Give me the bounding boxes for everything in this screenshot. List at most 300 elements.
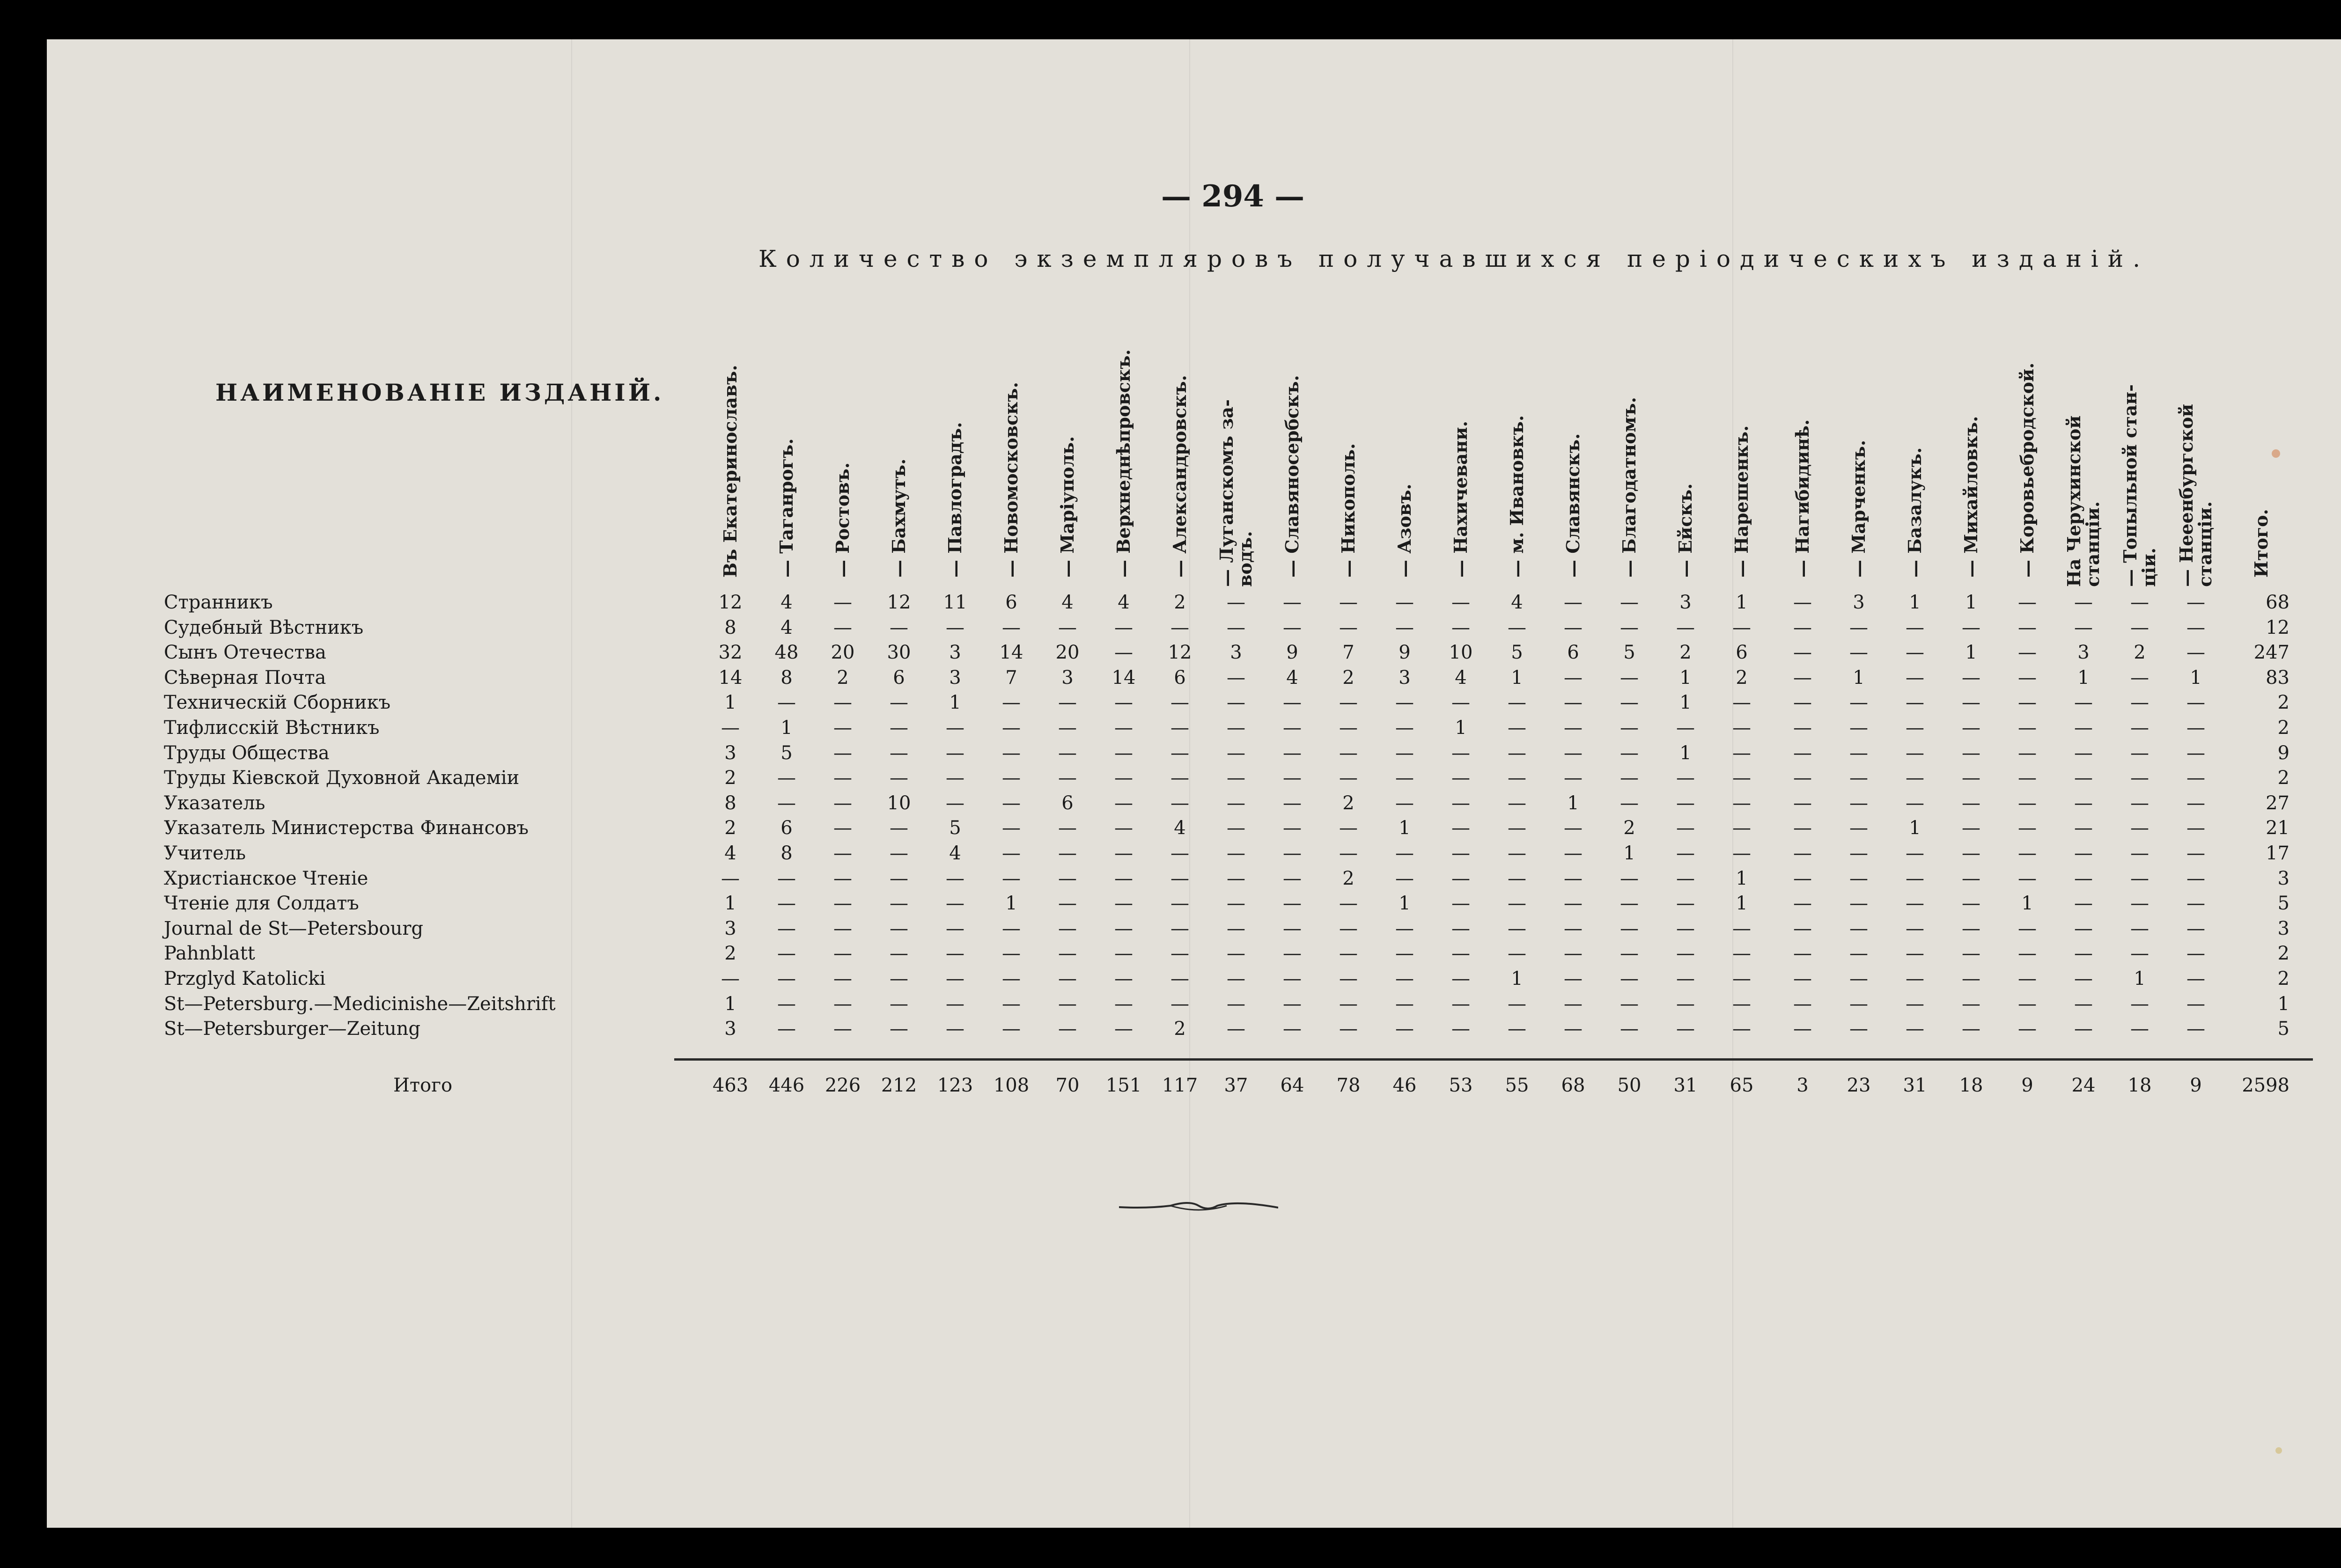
table-cell: — xyxy=(1620,692,1639,714)
table-cell: — xyxy=(777,893,796,915)
table-cell: 10 xyxy=(1449,642,1473,664)
table-row xyxy=(47,817,2341,843)
total-divider xyxy=(674,1058,2313,1061)
table-cell: — xyxy=(1732,968,1751,989)
table-cell: — xyxy=(2130,843,2149,864)
table-cell: 1 xyxy=(724,692,736,714)
column-header-label: Въ Екатеринославъ. xyxy=(720,365,741,578)
table-cell: — xyxy=(1732,1018,1751,1040)
table-cell: — xyxy=(1793,968,1812,989)
table-cell: — xyxy=(2018,1018,2037,1040)
table-cell: — xyxy=(2074,616,2093,638)
row-total-cell: 2 xyxy=(2277,767,2289,789)
table-cell: 2 xyxy=(2134,642,2146,664)
table-cell: — xyxy=(946,742,964,764)
table-cell: — xyxy=(1962,616,1980,638)
table-cell: — xyxy=(1058,993,1077,1015)
table-cell: — xyxy=(1849,1018,1868,1040)
table-cell: — xyxy=(1962,742,1980,764)
table-cell: — xyxy=(1793,592,1812,613)
table-cell: — xyxy=(1227,767,1245,789)
table-cell: 1 xyxy=(1005,893,1017,915)
table-cell: — xyxy=(1395,917,1414,939)
table-cell: — xyxy=(946,943,964,965)
table-cell: 1 xyxy=(1511,968,1523,989)
table-cell: — xyxy=(890,717,908,739)
table-cell: — xyxy=(946,867,964,889)
table-cell: — xyxy=(1170,717,1189,739)
table-cell: — xyxy=(1508,717,1526,739)
table-cell: — xyxy=(1170,993,1189,1015)
table-cell: — xyxy=(1620,893,1639,915)
table-cell: — xyxy=(2186,867,2205,889)
table-cell: — xyxy=(1676,1018,1695,1040)
table-cell: — xyxy=(2074,692,2093,714)
table-cell: — xyxy=(946,616,964,638)
table-row xyxy=(47,717,2341,743)
table-cell: 3 xyxy=(1061,667,1074,689)
table-cell: — xyxy=(2018,867,2037,889)
table-cell: — xyxy=(1227,616,1245,638)
column-header-label: — Никополь. xyxy=(1338,443,1359,578)
table-cell: — xyxy=(1114,642,1133,664)
table-cell: — xyxy=(1793,692,1812,714)
table-cell: — xyxy=(1058,867,1077,889)
table-cell: — xyxy=(721,968,740,989)
column-header-label: — Славяносербскъ. xyxy=(1281,375,1303,578)
table-cell: — xyxy=(1395,993,1414,1015)
row-name: Pahnblatt xyxy=(164,943,255,965)
table-cell: — xyxy=(1114,792,1133,814)
table-cell: 4 xyxy=(1286,667,1298,689)
table-cell: — xyxy=(1058,1018,1077,1040)
column-header-label: — Нееенбургской станціи. xyxy=(2176,403,2216,587)
table-cell: 8 xyxy=(724,792,736,814)
total-cell: 18 xyxy=(1959,1075,1983,1096)
table-cell: — xyxy=(1451,893,1470,915)
table-cell: — xyxy=(2130,667,2149,689)
table-cell: 4 xyxy=(780,592,793,613)
table-cell: 4 xyxy=(1061,592,1074,613)
table-cell: — xyxy=(1508,616,1526,638)
table-cell: — xyxy=(946,717,964,739)
table-cell: — xyxy=(1906,867,1924,889)
table-cell: — xyxy=(1114,616,1133,638)
table-cell: — xyxy=(1339,616,1358,638)
table-cell: — xyxy=(2018,642,2037,664)
table-cell: — xyxy=(1732,717,1751,739)
table-cell: — xyxy=(1283,893,1302,915)
column-header-label: — Верхнеднѣпровскъ. xyxy=(1113,349,1134,578)
table-cell: — xyxy=(946,1018,964,1040)
table-cell: 1 xyxy=(1736,867,1748,889)
row-name: Journal de St—Petersbourg xyxy=(164,917,423,939)
row-total-cell: 247 xyxy=(2253,642,2289,664)
table-cell: — xyxy=(1114,767,1133,789)
table-cell: — xyxy=(1227,968,1245,989)
table-cell: 8 xyxy=(724,616,736,638)
table-cell: 1 xyxy=(949,692,961,714)
table-row xyxy=(47,943,2341,968)
total-row xyxy=(47,1075,2341,1103)
table-cell: — xyxy=(1283,767,1302,789)
table-cell: — xyxy=(1962,667,1980,689)
table-cell: — xyxy=(1002,917,1021,939)
table-cell: — xyxy=(1451,867,1470,889)
table-cell: — xyxy=(1793,792,1812,814)
table-cell: — xyxy=(1564,867,1583,889)
table-cell: — xyxy=(1170,742,1189,764)
table-cell: — xyxy=(1395,843,1414,864)
table-cell: 1 xyxy=(1679,667,1692,689)
table-cell: — xyxy=(1339,893,1358,915)
table-cell: — xyxy=(1849,893,1868,915)
table-cell: — xyxy=(833,592,852,613)
column-header-label: — Таганрогъ. xyxy=(776,438,797,578)
table-cell: — xyxy=(2186,717,2205,739)
table-cell: 14 xyxy=(999,642,1023,664)
column-header-label: — Бахмутъ. xyxy=(888,458,910,578)
table-cell: 3 xyxy=(724,742,736,764)
table-cell: — xyxy=(1962,917,1980,939)
table-cell: — xyxy=(1620,667,1639,689)
row-name: Техническій Сборникъ xyxy=(164,692,391,714)
table-cell: — xyxy=(2074,943,2093,965)
table-cell: — xyxy=(1058,968,1077,989)
total-cell: 226 xyxy=(825,1075,861,1096)
table-cell: — xyxy=(1002,767,1021,789)
table-cell: — xyxy=(721,717,740,739)
total-cell: 31 xyxy=(1673,1075,1698,1096)
row-total-cell: 2 xyxy=(2277,943,2289,965)
table-cell: — xyxy=(1620,792,1639,814)
grand-total-cell: 2598 xyxy=(2242,1075,2289,1096)
total-cell: 9 xyxy=(2190,1075,2202,1096)
table-cell: 1 xyxy=(1399,817,1411,839)
table-cell: — xyxy=(2130,742,2149,764)
table-cell: — xyxy=(1058,767,1077,789)
table-cell: — xyxy=(1906,993,1924,1015)
table-cell: — xyxy=(1849,968,1868,989)
table-cell: 5 xyxy=(780,742,793,764)
table-cell: — xyxy=(1620,767,1639,789)
table-cell: — xyxy=(2074,1018,2093,1040)
table-cell: — xyxy=(1451,993,1470,1015)
table-cell: — xyxy=(2130,717,2149,739)
table-cell: — xyxy=(1793,943,1812,965)
table-cell: — xyxy=(2074,917,2093,939)
table-cell: — xyxy=(1227,993,1245,1015)
table-cell: — xyxy=(1962,843,1980,864)
table-cell: — xyxy=(946,893,964,915)
row-name: Сынъ Отечества xyxy=(164,642,326,664)
table-cell: — xyxy=(1227,667,1245,689)
table-cell: — xyxy=(1451,943,1470,965)
table-cell: 6 xyxy=(1174,667,1186,689)
row-name: Странникъ xyxy=(164,592,273,613)
table-cell: — xyxy=(1508,742,1526,764)
row-name: Указатель xyxy=(164,792,265,814)
table-cell: — xyxy=(1793,642,1812,664)
table-cell: — xyxy=(1620,968,1639,989)
table-cell: — xyxy=(2018,767,2037,789)
table-cell: — xyxy=(1676,616,1695,638)
table-cell: — xyxy=(1451,767,1470,789)
table-cell: — xyxy=(2186,817,2205,839)
table-cell: — xyxy=(1962,767,1980,789)
total-cell: 151 xyxy=(1105,1075,1142,1096)
table-cell: 3 xyxy=(949,642,961,664)
table-cell: — xyxy=(1508,1018,1526,1040)
table-row xyxy=(47,667,2341,693)
table-cell: 4 xyxy=(949,843,961,864)
table-cell: — xyxy=(2186,968,2205,989)
column-header-label: — Новомосковскъ. xyxy=(1001,382,1022,578)
table-cell: — xyxy=(1620,1018,1639,1040)
table-cell: — xyxy=(1732,843,1751,864)
row-name: Христіанское Чтеніе xyxy=(164,867,368,889)
table-cell: 2 xyxy=(1174,592,1186,613)
total-cell: 53 xyxy=(1449,1075,1473,1096)
table-cell: — xyxy=(1339,943,1358,965)
table-cell: — xyxy=(1339,817,1358,839)
table-cell: — xyxy=(2074,817,2093,839)
table-cell: 2 xyxy=(1342,867,1355,889)
table-cell: — xyxy=(1676,767,1695,789)
table-cell: — xyxy=(777,1018,796,1040)
row-total-cell: 9 xyxy=(2277,742,2289,764)
row-name: Сѣверная Почта xyxy=(164,667,326,689)
table-cell: — xyxy=(1732,817,1751,839)
table-cell: — xyxy=(1058,893,1077,915)
table-cell: 10 xyxy=(887,792,911,814)
row-name: St—Petersburg.—Medicinishe—Zeitshrift xyxy=(164,993,556,1015)
table-cell: — xyxy=(1170,917,1189,939)
table-cell: — xyxy=(1508,993,1526,1015)
table-cell: 1 xyxy=(1736,893,1748,915)
total-cell: 50 xyxy=(1617,1075,1642,1096)
table-cell: — xyxy=(1002,792,1021,814)
table-cell: — xyxy=(2074,717,2093,739)
table-cell: — xyxy=(1170,893,1189,915)
table-cell: — xyxy=(1564,943,1583,965)
table-cell: — xyxy=(1227,917,1245,939)
table-cell: 9 xyxy=(1399,642,1411,664)
row-total-cell: 3 xyxy=(2277,867,2289,889)
table-cell: — xyxy=(1114,742,1133,764)
table-cell: — xyxy=(1849,717,1868,739)
table-cell: — xyxy=(1906,692,1924,714)
total-cell: 78 xyxy=(1336,1075,1361,1096)
table-cell: — xyxy=(1170,968,1189,989)
table-cell: — xyxy=(2074,767,2093,789)
table-cell: — xyxy=(946,917,964,939)
table-cell: 3 xyxy=(724,1018,736,1040)
table-cell: — xyxy=(1793,616,1812,638)
table-cell: — xyxy=(1620,742,1639,764)
table-cell: — xyxy=(1170,692,1189,714)
column-header-label: — Александровскъ. xyxy=(1169,375,1191,578)
table-cell: — xyxy=(946,968,964,989)
table-cell: — xyxy=(1395,692,1414,714)
paper-stain xyxy=(2272,449,2280,458)
table-cell: — xyxy=(2018,592,2037,613)
table-cell: — xyxy=(2186,943,2205,965)
table-cell: — xyxy=(1732,767,1751,789)
table-cell: 3 xyxy=(1679,592,1692,613)
table-cell: — xyxy=(1508,917,1526,939)
table-cell: 3 xyxy=(949,667,961,689)
table-cell: — xyxy=(1564,667,1583,689)
table-cell: — xyxy=(2018,817,2037,839)
table-row xyxy=(47,617,2341,643)
table-cell: 3 xyxy=(724,917,736,939)
scanned-page xyxy=(47,39,2341,1528)
table-cell: — xyxy=(1283,717,1302,739)
table-cell: — xyxy=(946,993,964,1015)
table-cell: — xyxy=(777,692,796,714)
table-cell: — xyxy=(1732,917,1751,939)
table-cell: — xyxy=(1676,792,1695,814)
table-cell: — xyxy=(2074,893,2093,915)
table-cell: — xyxy=(2130,767,2149,789)
table-cell: — xyxy=(777,943,796,965)
table-cell: 12 xyxy=(1168,642,1192,664)
table-cell: 1 xyxy=(1909,592,1921,613)
table-cell: — xyxy=(1283,1018,1302,1040)
total-cell: 31 xyxy=(1903,1075,1927,1096)
table-cell: — xyxy=(2186,642,2205,664)
table-cell: — xyxy=(1849,867,1868,889)
table-cell: — xyxy=(1114,943,1133,965)
table-cell: 1 xyxy=(1909,817,1921,839)
row-total-cell: 5 xyxy=(2277,1018,2289,1040)
total-cell: 446 xyxy=(768,1075,805,1096)
table-cell: — xyxy=(1283,817,1302,839)
table-cell: — xyxy=(1395,943,1414,965)
table-cell: — xyxy=(1451,692,1470,714)
column-header-label: — Луганскомъ за- водъ. xyxy=(1216,399,1256,587)
table-cell: — xyxy=(1170,767,1189,789)
table-cell: — xyxy=(1058,917,1077,939)
row-name: Судебный Вѣстникъ xyxy=(164,616,364,638)
table-cell: — xyxy=(2130,792,2149,814)
row-total-cell: 17 xyxy=(2266,843,2289,864)
total-cell: 9 xyxy=(2021,1075,2033,1096)
table-cell: — xyxy=(2018,968,2037,989)
table-cell: — xyxy=(833,843,852,864)
table-cell: — xyxy=(833,993,852,1015)
table-cell: — xyxy=(833,893,852,915)
table-cell: — xyxy=(1170,616,1189,638)
table-cell: — xyxy=(1114,1018,1133,1040)
table-cell: — xyxy=(2130,1018,2149,1040)
table-cell: — xyxy=(1283,616,1302,638)
table-cell: 6 xyxy=(780,817,793,839)
table-cell: 1 xyxy=(780,717,793,739)
table-cell: — xyxy=(946,767,964,789)
table-cell: — xyxy=(1283,917,1302,939)
table-cell: — xyxy=(1451,1018,1470,1040)
table-cell: 1 xyxy=(2021,893,2033,915)
table-cell: — xyxy=(1849,917,1868,939)
table-cell: — xyxy=(1451,592,1470,613)
ornament-flourish xyxy=(1119,1195,1278,1219)
total-cell: 23 xyxy=(1847,1075,1871,1096)
table-cell: — xyxy=(1849,792,1868,814)
table-cell: — xyxy=(1227,717,1245,739)
table-cell: — xyxy=(890,893,908,915)
table-cell: — xyxy=(1906,1018,1924,1040)
table-cell: — xyxy=(1227,893,1245,915)
table-cell: — xyxy=(890,616,908,638)
total-cell: 463 xyxy=(712,1075,749,1096)
table-cell: 2 xyxy=(1342,792,1355,814)
table-cell: — xyxy=(777,792,796,814)
table-cell: — xyxy=(1564,767,1583,789)
table-cell: — xyxy=(1002,1018,1021,1040)
table-cell: 4 xyxy=(1455,667,1467,689)
table-cell: 3 xyxy=(1230,642,1242,664)
table-cell: — xyxy=(1906,717,1924,739)
table-cell: — xyxy=(777,993,796,1015)
table-cell: — xyxy=(1227,792,1245,814)
table-cell: 1 xyxy=(1853,667,1865,689)
table-cell: — xyxy=(1906,767,1924,789)
table-cell: — xyxy=(1283,867,1302,889)
table-cell: — xyxy=(1339,742,1358,764)
table-cell: — xyxy=(2186,917,2205,939)
table-cell: 1 xyxy=(724,893,736,915)
table-cell: 2 xyxy=(1342,667,1355,689)
table-cell: — xyxy=(2186,843,2205,864)
table-cell: — xyxy=(1002,843,1021,864)
table-cell: 14 xyxy=(1112,667,1136,689)
table-cell: 1 xyxy=(1965,642,1977,664)
row-total-cell: 5 xyxy=(2277,893,2289,915)
table-cell: — xyxy=(1170,943,1189,965)
table-cell: — xyxy=(1564,843,1583,864)
total-cell: 108 xyxy=(993,1075,1030,1096)
table-cell: 6 xyxy=(893,667,905,689)
name-column-header: НАИМЕНОВАНІЕ ИЗДАНІЙ. xyxy=(215,379,664,406)
table-cell: — xyxy=(1114,893,1133,915)
table-cell: — xyxy=(2018,993,2037,1015)
table-cell: — xyxy=(2074,993,2093,1015)
table-cell: — xyxy=(1793,893,1812,915)
table-cell: — xyxy=(1395,717,1414,739)
table-cell: — xyxy=(1114,817,1133,839)
table-cell: — xyxy=(2186,767,2205,789)
table-cell: — xyxy=(1962,993,1980,1015)
table-cell: — xyxy=(2130,867,2149,889)
table-cell: — xyxy=(1906,667,1924,689)
table-cell: — xyxy=(1676,717,1695,739)
table-cell: 20 xyxy=(1055,642,1080,664)
column-header-label: — Нагибидинѣ. xyxy=(1792,419,1813,578)
row-total-cell: 2 xyxy=(2277,692,2289,714)
table-cell: — xyxy=(1508,843,1526,864)
table-cell: — xyxy=(1058,943,1077,965)
table-cell: — xyxy=(833,692,852,714)
table-cell: 4 xyxy=(780,616,793,638)
table-cell: 3 xyxy=(1399,667,1411,689)
table-cell: — xyxy=(890,1018,908,1040)
table-cell: 1 xyxy=(1679,692,1692,714)
column-header-label: Итого. xyxy=(2251,509,2272,578)
table-cell: — xyxy=(833,767,852,789)
table-cell: — xyxy=(2074,867,2093,889)
